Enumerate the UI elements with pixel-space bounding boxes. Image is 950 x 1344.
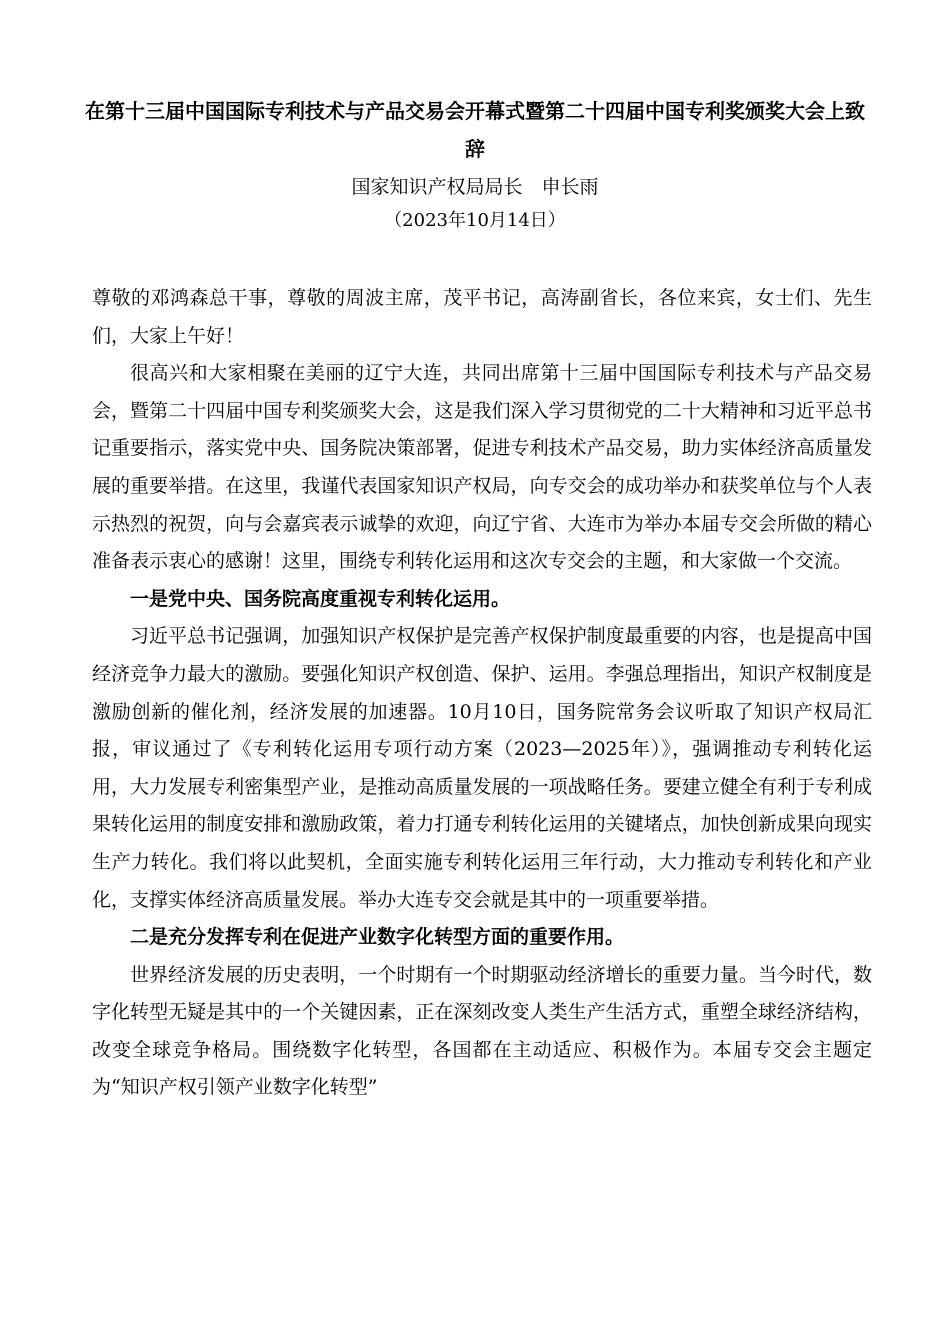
document-title: 在第十三届中国国际专利技术与产品交易会开幕式暨第二十四届中国专利奖颁奖大会上致辞 [85, 99, 865, 161]
document-body [92, 280, 872, 1107]
document-date: （2023年10月14日） [384, 210, 566, 231]
greeting-paragraph: 尊敬的邓鸿森总干事，尊敬的周波主席，茂平书记，高涛副省长，各位来宾，女士们、先生们，大家上午好！ [92, 287, 872, 347]
body-paragraph: 很高兴和大家相聚在美丽的辽宁大连，共同出席第十三届中国国际专利技术与产品交易会，暨第二十四届中国专利奖颁奖大会，这是我们深入学习贯彻党的二十大精神和习近平总书记重要指示，落实党中央、国务院决策部署，促进专利技术产品交易，助力实体经济高质量发展的重要举措。在这里，我谨代表国家知识产权局，向专交会的成功举办和获奖单位与个人表示热烈的祝贺，向与会嘉宾表示诚挚的欢迎，向辽宁省、大连市为举办本届专交会所做的精心准备表示衷心的感谢！这里，围绕专利转化运用和这次专交会的主题，和大家做一个交流。 [92, 362, 872, 573]
body-paragraph: 世界经济发展的历史表明，一个时期有一个时期驱动经济增长的重要力量。当今时代，数字化转型无疑是其中的一个关键因素，正在深刻改变人类生产生活方式，重塑全球经济结构，改变全球竞争格局。围绕数字化转型，各国都在主动适应、积极作为。本届专交会主题定为“知识产权引领产业数字化转型” [92, 963, 872, 1099]
document-author: 国家知识产权局局长 申长雨 [351, 176, 599, 198]
section-heading: 二是充分发挥专利在促进产业数字化转型方面的重要作用。 [130, 926, 625, 949]
body-paragraph: 习近平总书记强调，加强知识产权保护是完善产权保护制度最重要的内容，也是提高中国经济竞争力最大的激励。要强化知识产权创造、保护、运用。李强总理指出，知识产权制度是激励创新的催化剂，经济发展的加速器。10月10日，国务院常务会议听取了知识产权局汇报，审议通过了《专利转化运用专项行动方案（2023—2025年）》，强调推动专利转化运用，大力发展专利密集型产业，是推动高质量发展的一项战略任务。要建立健全有利于专利成果转化运用的制度安排和激励政策，着力打通专利转化运用的关键堵点，加快创新成果向现实生产力转化。我们将以此契机，全面实施专利转化运用三年行动，大力推动专利转化和产业化，支撑实体经济高质量发展。举办大连专交会就是其中的一项重要举措。 [92, 625, 872, 911]
section-heading: 一是党中央、国务院高度重视专利转化运用。 [130, 587, 511, 610]
